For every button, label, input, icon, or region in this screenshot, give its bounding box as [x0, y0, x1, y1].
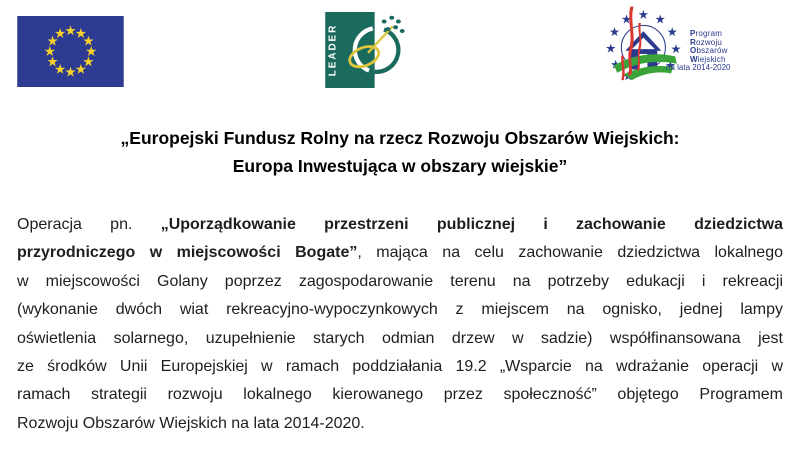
paragraph-line: [17, 325, 783, 353]
star-icon: [667, 27, 676, 36]
eu-flag-logo: [17, 16, 124, 87]
paragraph-line: [17, 268, 783, 296]
text-segment: ze środków Unii Europejskiej w ramach poddziałania 19.2 „Wsparcie na wdrażanie operacji w: [17, 357, 783, 375]
text-segment: , mająca na celu zachowanie dziedzictwa lokalnego: [357, 244, 783, 262]
operation-description: [17, 211, 783, 438]
prow-wordmark-line: Program: [690, 29, 723, 38]
star-icon: [655, 14, 664, 23]
text-segment: w miejscowości Golany poprzez zagospodarowanie terenu na potrzeby edukacji i rekreacji: [17, 272, 783, 290]
paragraph-line: [17, 381, 783, 409]
text-segment: Operacja pn.: [17, 216, 161, 233]
paragraph-line: [17, 353, 783, 381]
paragraph-line: [17, 410, 783, 438]
funding-heading-line1: „Europejski Fundusz Rolny na rzecz Rozwoju Obszarów Wiejskich:: [120, 128, 680, 148]
funding-heading: [0, 124, 800, 180]
prow-years-label: na lata 2014-2020: [666, 63, 731, 72]
star-icon: [610, 27, 619, 36]
paragraph-line: [17, 296, 783, 324]
paragraph-line: [17, 239, 783, 267]
star-icon: [606, 44, 615, 53]
leader-logo: [325, 12, 411, 88]
bold-text-segment: przyrodniczego w miejscowości Bogate”: [17, 244, 358, 262]
star-icon: [671, 44, 680, 53]
prow-wordmark-line: Rozwoju: [690, 37, 723, 47]
paragraph-line: [17, 211, 783, 239]
text-segment: oświetlenia solarnego, uzupełnienie starych odmian drzew w sadzie) współfinansowana jest: [17, 329, 783, 347]
funding-heading-line2: Europa Inwestująca w obszary wiejskie”: [232, 156, 568, 176]
text-segment: Rozwoju Obszarów Wiejskich na lata 2014-2020.: [17, 414, 365, 432]
prow-wordmark-line: Obszarów: [690, 46, 728, 55]
prow-wordmark: [690, 30, 728, 64]
prow-logo: [604, 5, 686, 85]
text-segment: (wykonanie dwóch wiat rekreacyjno-wypoczynkowych z miejscem na ognisko, jednej lampy: [17, 301, 783, 319]
star-icon: [639, 10, 648, 19]
prow-wordmark-line: Wiejskich: [690, 54, 726, 64]
leader-label: LEADER: [327, 23, 339, 77]
bold-text-segment: „Uporządkowanie przestrzeni publicznej i zachowanie dziedzictwa: [160, 216, 783, 233]
text-segment: ramach strategii rozwoju lokalnego kierowanego przez społeczność” objętego Programem: [17, 386, 783, 404]
